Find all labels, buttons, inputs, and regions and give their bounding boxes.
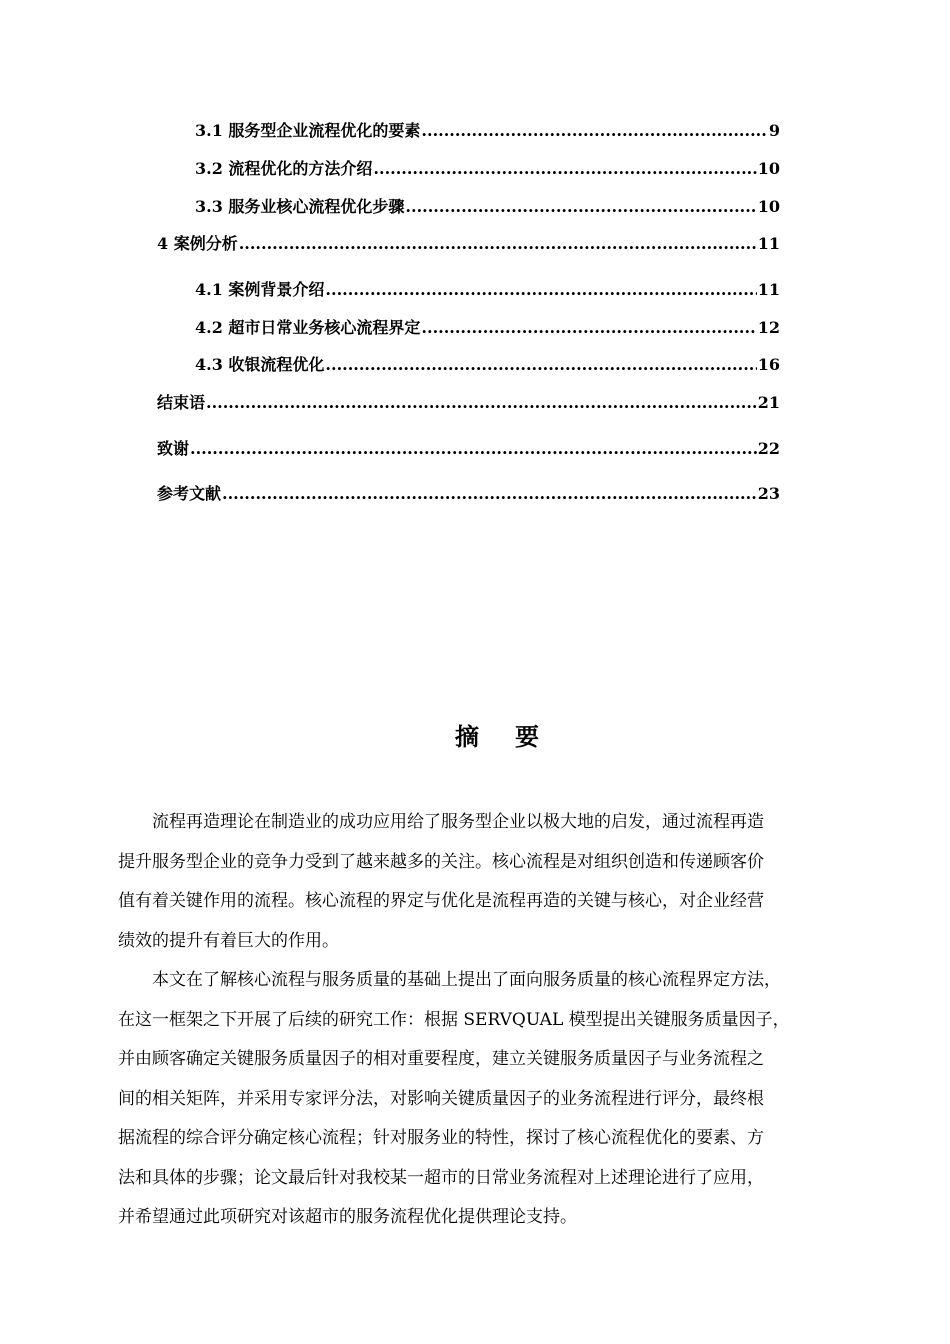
toc-entry[interactable] [157, 484, 780, 504]
toc-leader-dots [421, 318, 756, 338]
toc-entry-label: 3.2 流程优化的方法介绍 [195, 159, 373, 178]
text-line: 值有着关键作用的流程。核心流程的界定与优化是流程再造的关键与核心，对企业经营 [118, 891, 764, 911]
toc-entry-page: 9 [768, 121, 780, 140]
toc-entry[interactable] [195, 355, 780, 375]
toc-entry[interactable] [195, 280, 780, 300]
text-line: 法和具体的步骤；论文最后针对我校某一超市的日常业务流程对上述理论进行了应用， [118, 1167, 764, 1188]
toc-leader-dots [206, 393, 757, 413]
text-line: 并由顾客确定关键服务质量因子的相对重要程度，建立关键服务质量因子与业务流程之 [118, 1049, 764, 1069]
toc-entry[interactable] [157, 234, 780, 254]
toc-entry[interactable] [157, 439, 780, 459]
text-line: 提升服务型企业的竞争力受到了越来越多的关注。核心流程是对组织创造和传递顾客价 [118, 851, 764, 872]
toc-entry-label: 4 案例分析 [157, 234, 238, 253]
toc-entry-page: 10 [757, 159, 780, 178]
toc-entry-page: 23 [757, 484, 780, 503]
toc-entry-label: 3.3 服务业核心流程优化步骤 [195, 197, 405, 216]
text-line: 在这一框架之下开展了后续的研究工作：根据 SERVQUAL 模型提出关键服务质量因子， [118, 1009, 790, 1030]
toc-entry-label: 参考文献 [157, 484, 222, 503]
toc-entry-label: 3.1 服务型企业流程优化的要素 [195, 121, 421, 140]
toc-entry-label: 结束语 [157, 393, 206, 412]
toc-entry-label: 致谢 [157, 439, 190, 458]
text-line: 并希望通过此项研究对该超市的服务流程优化提供理论支持。 [118, 1207, 577, 1227]
toc-entry[interactable] [195, 121, 780, 141]
toc-entry[interactable] [195, 318, 780, 338]
text-line: 据流程的综合评分确定核心流程；针对服务业的特性，探讨了核心流程优化的要素、方 [118, 1128, 764, 1148]
toc-leader-dots [190, 439, 757, 459]
toc-entry-label: 4.3 收银流程优化 [195, 355, 325, 374]
toc-leader-dots [325, 355, 756, 375]
toc-entry-page: 11 [757, 234, 780, 253]
toc-entry[interactable] [157, 393, 780, 413]
toc-leader-dots [421, 121, 767, 141]
toc-entry[interactable] [195, 197, 780, 217]
toc-leader-dots [405, 197, 756, 217]
toc-entry-label: 4.2 超市日常业务核心流程界定 [195, 318, 421, 337]
toc-entry-page: 21 [757, 393, 780, 412]
toc-entry[interactable] [195, 159, 780, 179]
toc-leader-dots [239, 234, 757, 254]
text-line: 间的相关矩阵，并采用专家评分法，对影响关键质量因子的业务流程进行评分，最终根 [118, 1088, 764, 1109]
abstract-title: 摘要 [455, 722, 575, 751]
toc-leader-dots [325, 280, 756, 300]
toc-entry-page: 22 [757, 439, 780, 458]
text-line: 本文在了解核心流程与服务质量的基础上提出了面向服务质量的核心流程界定方法， [118, 970, 781, 990]
toc-entry-page: 12 [757, 318, 780, 337]
toc-leader-dots [373, 159, 756, 179]
toc-entry-page: 16 [757, 355, 780, 374]
toc-entry-page: 11 [757, 280, 780, 299]
text-line: 绩效的提升有着巨大的作用。 [118, 930, 339, 951]
abstract-paragraph-1 [118, 803, 860, 961]
toc-leader-dots [222, 484, 757, 504]
toc-entry-page: 10 [757, 197, 780, 216]
text-line: 流程再造理论在制造业的成功应用给了服务型企业以极大地的启发，通过流程再造 [118, 812, 764, 832]
toc-entry-label: 4.1 案例背景介绍 [195, 280, 325, 299]
abstract-paragraph-2 [118, 961, 860, 1238]
